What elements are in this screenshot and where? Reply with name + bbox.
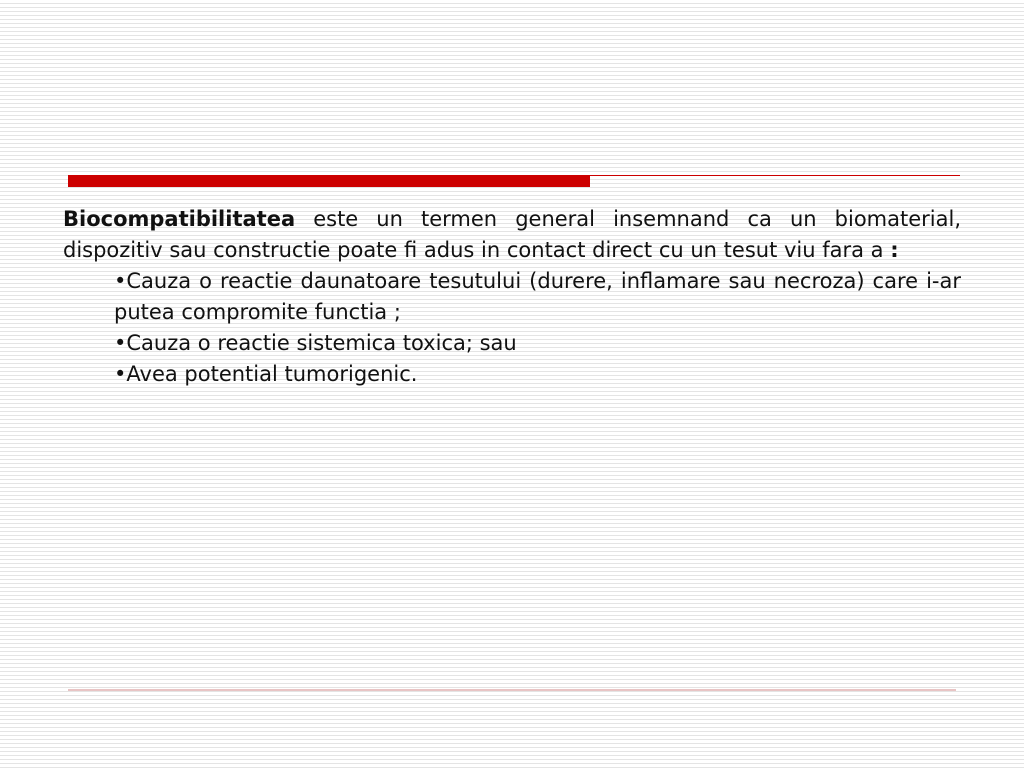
title-accent-line [590, 175, 960, 176]
intro-text: este un termen general insemnand ca un biomaterial, dispozitiv sau constructie poate fi adus in contact direct cu un tesut viu fara a [63, 207, 961, 262]
bullet-item: •Avea potential tumorigenic. [114, 362, 418, 386]
bullet-item: •Cauza o reactie daunatoare tesutului (durere, inflamare sau necroza) care i-ar putea compromite functia ; [114, 269, 961, 324]
defined-term: Biocompatibilitatea [63, 207, 296, 231]
bullet-item: •Cauza o reactie sistemica toxica; sau [114, 331, 517, 355]
footer-divider [68, 689, 956, 691]
intro-paragraph [63, 204, 961, 266]
title-accent-bar [68, 175, 590, 187]
intro-colon: : [890, 238, 899, 262]
bullet-list [63, 266, 961, 390]
slide-content [63, 204, 961, 390]
